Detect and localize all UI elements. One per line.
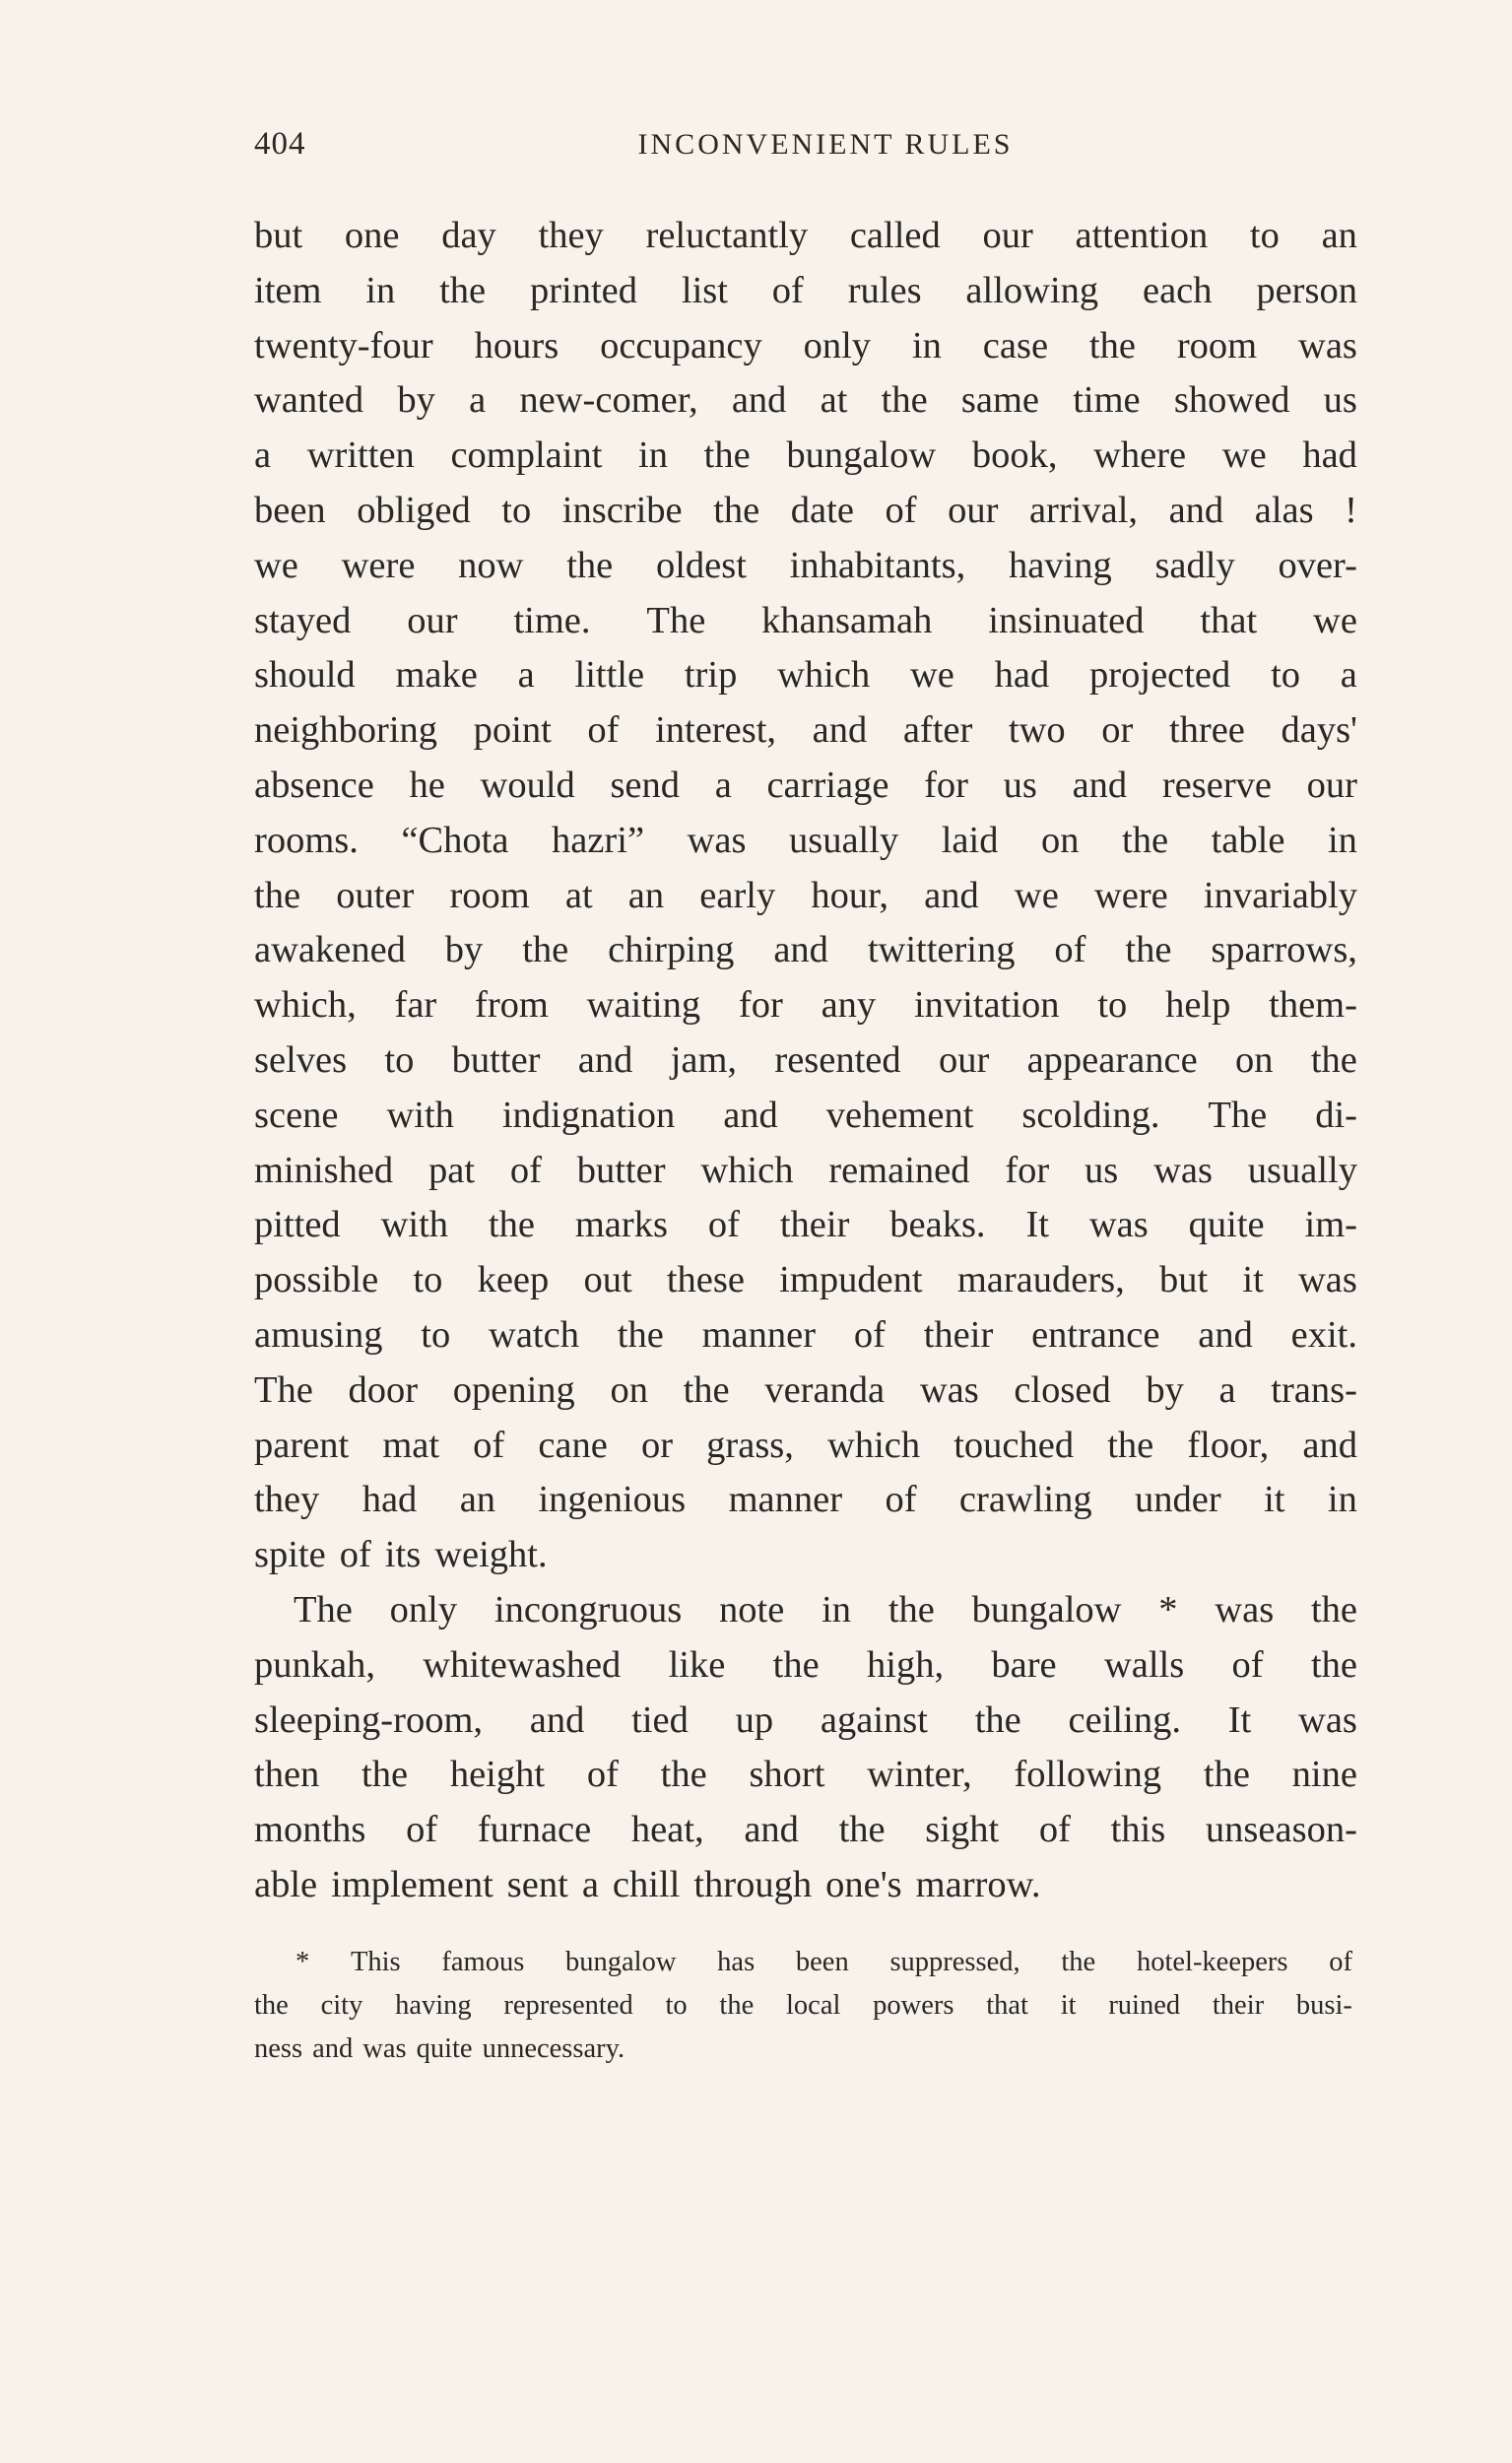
text-line: parent mat of cane or grass, which touched the floor, and xyxy=(254,1424,1357,1466)
page-header xyxy=(254,126,1357,173)
footnote-line: ness and was quite unnecessary. xyxy=(254,2033,625,2064)
text-line: able implement sent a chill through one's marrow. xyxy=(254,1863,1041,1905)
text-line: a written complaint in the bungalow book, where we had xyxy=(254,434,1357,477)
page-number: 404 xyxy=(254,126,306,162)
running-head: INCONVENIENT RULES xyxy=(637,128,1014,161)
text-line: which, far from waiting for any invitation to help them- xyxy=(254,984,1357,1027)
text-line: minished pat of butter which remained for us was usually xyxy=(254,1149,1357,1191)
body-text xyxy=(254,209,1357,1913)
text-line: item in the printed list of rules allowing each person xyxy=(254,269,1357,311)
text-line: rooms. “Chota hazri” was usually laid on the table in xyxy=(254,819,1357,861)
text-line: possible to keep out these impudent marauders, but it was xyxy=(254,1259,1357,1301)
footnote-line: * This famous bungalow has been suppressed, the hotel-keepers of xyxy=(296,1947,1352,1977)
text-line: should make a little trip which we had projected to a xyxy=(254,654,1357,697)
text-line: sleeping-room, and tied up against the ceiling. It was xyxy=(254,1698,1357,1741)
text-line: punkah, whitewashed like the high, bare walls of the xyxy=(254,1643,1357,1686)
text-line: scene with indignation and vehement scolding. The di- xyxy=(254,1094,1357,1136)
text-line: they had an ingenious manner of crawling under it in xyxy=(254,1479,1357,1521)
text-line: then the height of the short winter, following the nine xyxy=(254,1754,1357,1796)
text-line: been obliged to inscribe the date of our arrival, and alas ! xyxy=(254,489,1357,531)
text-line: The only incongruous note in the bungalow * was the xyxy=(294,1588,1357,1631)
text-line: months of furnace heat, and the sight of this unseason- xyxy=(254,1809,1357,1851)
text-line: absence he would send a carriage for us and reserve our xyxy=(254,764,1357,806)
text-line: we were now the oldest inhabitants, having sadly over- xyxy=(254,544,1357,586)
footnote xyxy=(254,1941,1352,2071)
text-line: The door opening on the veranda was closed by a trans- xyxy=(254,1368,1357,1411)
text-line: the outer room at an early hour, and we were invariably xyxy=(254,874,1357,916)
footnote-line: the city having represented to the local powers that it ruined their busi- xyxy=(254,1990,1352,2021)
text-line: twenty-four hours occupancy only in case the room was xyxy=(254,324,1357,366)
text-line: neighboring point of interest, and after two or three days' xyxy=(254,709,1357,752)
text-line: stayed our time. The khansamah insinuated that we xyxy=(254,599,1357,641)
text-line: awakened by the chirping and twittering of the sparrows, xyxy=(254,929,1357,971)
text-line: wanted by a new-comer, and at the same time showed us xyxy=(254,379,1357,422)
text-line: amusing to watch the manner of their entrance and exit. xyxy=(254,1313,1357,1356)
text-line: selves to butter and jam, resented our appearance on the xyxy=(254,1038,1357,1081)
text-line: but one day they reluctantly called our attention to an xyxy=(254,215,1357,256)
text-line: spite of its weight. xyxy=(254,1534,548,1576)
text-line: pitted with the marks of their beaks. It was quite im- xyxy=(254,1204,1357,1246)
